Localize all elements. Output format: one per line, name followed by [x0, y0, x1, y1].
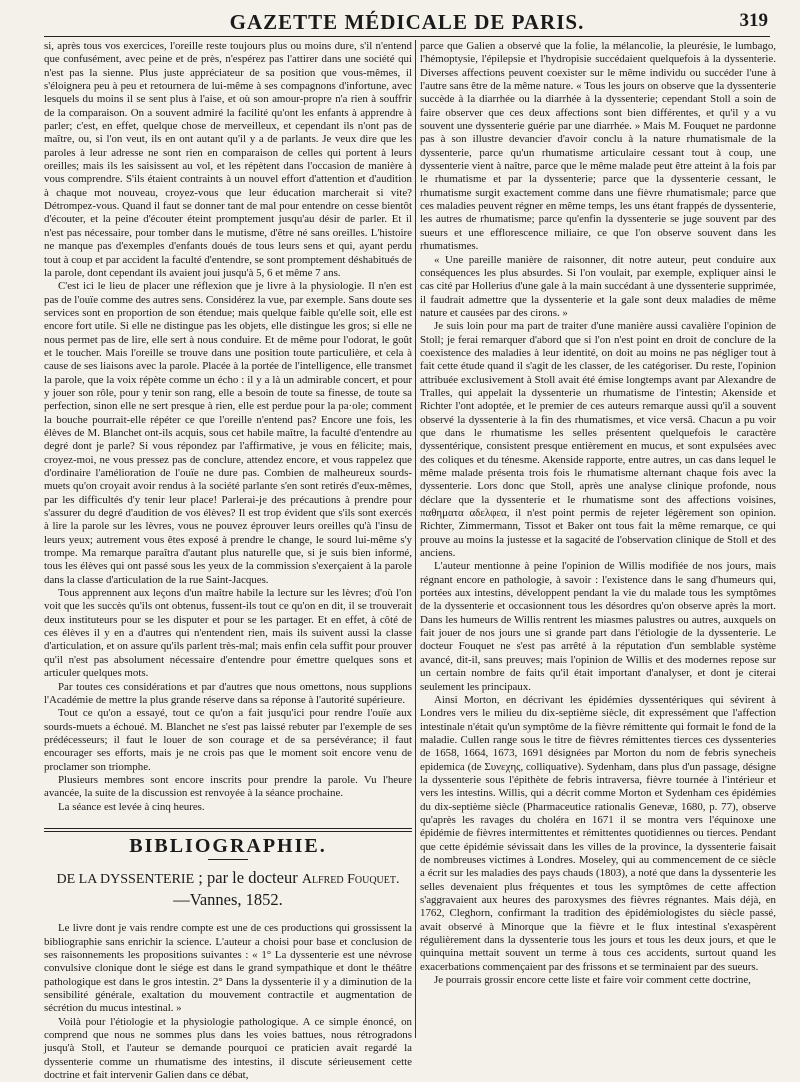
section-rule-short — [208, 859, 248, 860]
paragraph: Tout ce qu'on a essayé, tout ce qu'on a fait jusqu'ici pour rendre l'ouïe aux sourds-muets a échoué. M. Blanchet ne s'est pas laissé rebuter par l'exemple de ses prédécesseurs; il faut le louer de son courage et de sa persévérance; il faut encourager ses efforts, mais je ne crois pas que le moment soit encore venu de proclamer son triomphe. — [44, 707, 412, 773]
paragraph: si, après tous vos exercices, l'oreille reste toujours plus ou moins dure, s'il n'entend que confusément, avec peine et de près, n'espérez pas l'attirer dans une société qui n'est pas la sienne. Plus juste appréciateur de sa position que vous-mêmes, il s'éloignera peu à peu et retournera de lui-même à ses compagnons d'infortune, avec lesquels du moins il se sent plus à l'aise, et où son amour-propre n'a rien à souffrir de la comparaison. On a souvent admiré la facilité qu'ont les enfants à apprendre à parler; c'est, en effet, quelque chose de merveilleux, et cependant ils n'ont pas de maître, ou, si l'on veut, ils en ont autant qu'il y a de parlants. Je veux dire que les paroles à leur adresse ne sont rien en comparaison de celles qui portent à leurs oreilles; mais ils les saisissent au vol, et les répètent dans l'occasion de manière à vous comprendre. S'ils étaient contraints à un nouvel effort d'attention et d'audition à chaque mot nouveau, croyez-vous que leur éducation marcherait si vite? Détrompez-vous. Quand il faut se donner tant de mal pour entendre on cesse bientôt d'écouter, et la peine d'écouter éteint promptement jusqu'au désir de parler. Et il n'est pas nécessaire, pour tomber dans le mutisme, d'être né sans oreilles. L'histoire ne manque pas d'exemples d'enfants doués de tous leurs sens et qui, ayant perdu tout à coup et par accident la faculté d'entendre, se sont promptement déshabitués de la parole, dont cependant ils avaient joui jusqu'à 5, 6 et même 7 ans. — [44, 40, 412, 279]
left-column — [44, 40, 412, 1082]
section-rule-thin — [44, 831, 412, 832]
paragraph: Ainsi Morton, en décrivant les épidémies dyssentériques qui sévirent à Londres vers le milieu du dix-septième siècle, dit expressément que l'affection intestinale n'était qu'un symptôme de la fièvre rémittente qui formait le fond de la maladie. Cullen range sous le titre de fièvres rémittentes tierces ces dyssenteries de 1658, 1664, 1673, 1691 désignées par Morton du nom de febris synecheis epidemica (de Συνεχης, colliquative). Sydenham, dans plus d'un passage, désigne la dyssenterie sous l'épithète de febris intraversa, fièvre tournée à l'intérieur et vers les intestins. Willis, qui a décrit comme Morton et Sydenham ces épidémies du dix-septième siècle (Pharmaceutice rationalis Genevæ, 1680, p. 77), observe qu'après les ravages du choléra en 1671 il se montra vers l'équinoxe une épidémie de fièvres intermittentes et rémittentes quotidiennes ou tierces. Pendant que cette épidémie sévissait dans les villes de la province, la dyssenterie faisait de nombreuses victimes à Londres. Moseley, qui au commencement de ce siècle a écrit sur les maladies des pays chauds (1803), a noté que dans la dyssenterie les selles devenaient plus fréquentes et tous les symptômes de cette affection s'aggravaient aux heures des paroxysmes des fièvres régnantes. Mais déjà, en 1762, Cleghorn, confirmant la tradition des épidémiologistes du siècle passé, avait observé à Minorque que la fièvre et le flux intestinal s'exaspèrent régulièrement dans la dyssenterie tous les jours et tous les deux jours, et que le quinquina mettait souvent un terme à tous ces accidents, surtout quand les exacerbations commençaient par des frissons et se terminaient par des sueurs. — [420, 693, 776, 973]
paragraph: Tous apprennent aux leçons d'un maître habile la lecture sur les lèvres; d'où l'on voit que les succès qu'ils ont obtenus, fussent-ils tout ce qu'on en dit, il se trouverait deux instituteurs pour se les disputer et pour se les partager. Et en effet, à côté de ces élèves il y en a d'autres qui n'entendent rien, mais ils suivent aussi la classe d'articulation, et on assure qu'ils parlent très-mal; mais enfin cela suffit pour prouver qu'il n'est pas absolument nécessaire d'entendre pour émettre quelques sons et articuler quelques mots. — [44, 587, 412, 680]
book-title-author: Alfred Fouquet. — [301, 872, 400, 888]
book-title-rest: ; par le docteur — [194, 868, 302, 888]
paragraph: parce que Galien a observé que la folie, la mélancolie, la pleurésie, le lumbago, l'hémoptysie, l'épilepsie et l'hydropisie succédaient quelquefois à la dyssenterie. Diverses affections peuvent coexister sur le même individu ou succéder l'une à l'autre sans être de la même nature. « Tous les jours on observe que la dyssenterie succède à la diarrhée ou la diarrhée à la dyssenterie; cependant Stoll a soin de faire observer que ces deux affections sont bien différentes, et qu'il y a vu souvent une dyssenterie guérie par une diarrhée. » Mais M. Fouquet ne pardonne pas à son illustre devancier d'avoir conclu à la nature rhumatismale de la dyssenterie, parce qu'un rhumatisme articulaire cessant tout à coup, une dyssenterie vient à naître, parce que le même malade peut être atteint à la fois par le rhumatisme et par la dyssenterie; parce que la dyssenterie cessant, le rhumatisme surgit exactement comme dans une fièvre rhumatismale; parce que ces maladies peuvent régner en même temps, les uns étant frappés de dyssenterie, les autres de rhumatisme; parce qu'enfin la dyssenterie se juge souvent par des sueurs et une efflorescence miliaire, ce que l'on observe souvent dans les rhumatismes. — [420, 40, 776, 253]
paragraph: Par toutes ces considérations et par d'autres que nous omettons, nous supplions l'Académie de mettre la plus grande réserve dans sa réponse à l'autorité supérieure. — [44, 680, 412, 706]
paragraph: Voilà pour l'étiologie et la physiologie pathologique. A ce simple énoncé, on comprend que nous ne sommes plus dans les voies battues, nous rétrogradons jusqu'à Stoll, et l'auteur se demande pourquoi ce praticien avait regardé la dyssenterie comme un rhumatisme des intestins, il discute sérieusement cette doctrine et fait intervenir Galien dans ce débat, — [44, 1015, 412, 1082]
page-header — [44, 8, 770, 37]
book-title-lead: DE LA DYSSENTERIE — [56, 872, 195, 888]
paragraph: « Une pareille manière de raisonner, dit notre auteur, peut conduire aux conséquences les plus absurdes. Si l'on voulait, par exemple, expliquer ainsi le cas cité par Hollerius d'une gale à la main succédant à une dyssenterie supprimée, il faudrait admettre que la dyssenterie et la gale sont deux maladies de même nature et causées par des cirons. » — [420, 253, 776, 319]
running-head: GAZETTE MÉDICALE DE PARIS. — [229, 10, 585, 34]
page-number: 319 — [739, 10, 768, 31]
meeting-end-note: La séance est levée à cinq heures. — [58, 800, 205, 813]
paragraph: Plusieurs membres sont encore inscrits pour prendre la parole. Vu l'heure avancée, la suite de la discussion est renvoyée à la séance prochaine. — [44, 773, 412, 800]
paragraph: Le livre dont je vais rendre compte est une de ces productions qui grossissent la bibliographie sans enrichir la science. L'auteur a choisi pour base et conclusion de ses raisonnements les propositions suivantes : « 1° La dyssenterie est une névrose convulsive clonique dont le siége est dans le grand sympathique et dont le théâtre pathologique est dans le gros intestin. 2° Dans la dyssenterie il y a diminution de la sensibilité générale, exaltation du mouvement contractile et augmentation de sécrétion du mucus intestinal. » — [44, 922, 412, 1015]
column-divider — [415, 40, 416, 1038]
paragraph: L'auteur mentionne à peine l'opinion de Willis modifiée de nos jours, mais régnant encore en pathologie, à savoir : l'existence dans le sang d'humeurs qui, portées aux intestins, développent pendant la vie du malade tous les symptômes de la dyssenterie et occasionnent tous les désordres qu'on observe après la mort. Dans les humeurs de Willis rentrent les miasmes palustres ou autres, auxquels on fait jouer de nos jours une si grande part dans l'étiologie de la dyssenterie. Le docteur Fouquet ne s'est pas arrêté à la réputation d'un semblable système avancé, dit-il, sans preuves; mais l'opinion de Willis et des modernes repose sur un certain nombre de faits qu'il était important d'analyser, et dont je citerai seulement les principaux. — [420, 560, 776, 693]
paragraph: Je suis loin pour ma part de traiter d'une manière aussi cavalière l'opinion de Stoll; je ferai remarquer d'abord que si l'on n'est point en droit de conclure de la coexistence des maladies à leur identité, on doit au moins ne pas négliger tout à fait cette étude quand il s'agit de les classer, de les catégoriser. Du reste, l'opinion attribuée exclusivement à Stoll avait été émise longtemps avant par Alexandre de Tralles, qui appelait la dyssenterie un rhumatisme de l'intestin; Akenside et Richter l'ont adoptée, et le premier de ces auteurs remarque aussi qu'il a souvent observé la dyssenterie à la fin des rhumatismes, et vice versâ. Chacun a pu voir que dans le rhumatisme les selles présentent quelquefois le caractère dyssentérique, consistent presque entièrement en mucus, et sont expulsées avec des coliques et du ténesme. Akenside rapporte, entre autres, un cas dans lequel le même malade présenta trois fois le rhumatisme alternant chaque fois avec la dyssenterie. Lors donc que Stoll, après une analyse clinique profonde, nous déclare que la dyssenterie et le rhumatisme sont des affections voisines, παθηματα αδελφεα, il n'est point permis de rejeter légèrement son opinion. Richter, Zimmermann, Tissot et Baker ont tous fait la même remarque, ce qui prouve au moins la justesse et la sagacité de l'observation clinique de Stoll et des anciens. — [420, 320, 776, 560]
book-title-place: —Vannes, 1852. — [173, 890, 283, 910]
book-title — [44, 868, 412, 910]
section-title: BIBLIOGRAPHIE. — [129, 835, 327, 858]
paragraph: Je pourrais grossir encore cette liste et faire voir comment cette doctrine, — [434, 974, 751, 987]
section-rule-thick — [44, 828, 412, 829]
paragraph: C'est ici le lieu de placer une réflexion que je livre à la physiologie. Il n'en est pas de l'ouïe comme des autres sens. Considérez la vue, par exemple. Sans doute ses services sont en proportion de son étendue; mais quelque faible qu'elle soit, elle est encore fort utile. Si elle ne distingue pas les objets, elle distingue les gros; si elle ne nous permet pas de lire, elle sert à nous conduire. Et de même pour l'odorat, le goût et le toucher. Mais l'oreille se trouve dans une position toute particulière, et cela à cause de ses liaisons avec la parole. Placée à la portée de l'intelligence, elle transmet la parole, que la voix répète comme un écho : il y a là un admirable concert, et pour y jouer son rôle, pour y tenir son rang, elle a besoin de toute sa finesse, de toute sa perfection, sinon elle ne sert presque à rien, elle est perdue pour la pa·ole; comment la bouche pourrait-elle répéter ce que l'oreille n'entend pas? Encore une fois, les élèves de M. Blanchet ont-ils acquis, sous cet habile maître, la faculté d'entendre au degré dont je parle? Si vous répondez par l'affirmative, je vous en félicite; mais, croyez-moi, ne vous pressez pas de conclure, attendez encore, et vous rappelez que d'ordinaire l'amélioration de l'ouïe ne dure pas. Combien de malheureux sourds-muets qu'on croyait avoir rendus à la société parlante s'en sont retirés d'eux-mêmes, par les difficultés d'y tenir leur place! Parlerai-je des précautions à prendre pour s'assurer du degré d'audition de vos élèves? Il est trop évident que s'ils sont exercés à lire la parole sur les lèvres, vous ne pouvez éprouver leurs oreilles qu'à l'insu de leurs yeux; autrement vous êtes exposé à prendre le change, le sourd lui-même s'y trompe. Ma remarque paraîtra d'autant plus naturelle que, si je suis bien informé, tous les élèves qui ont passé sous les yeux de la commission s'exerçaient à la parole dans la classe d'articulation de la rue Saint-Jacques. — [44, 280, 412, 586]
right-column — [420, 40, 776, 1040]
